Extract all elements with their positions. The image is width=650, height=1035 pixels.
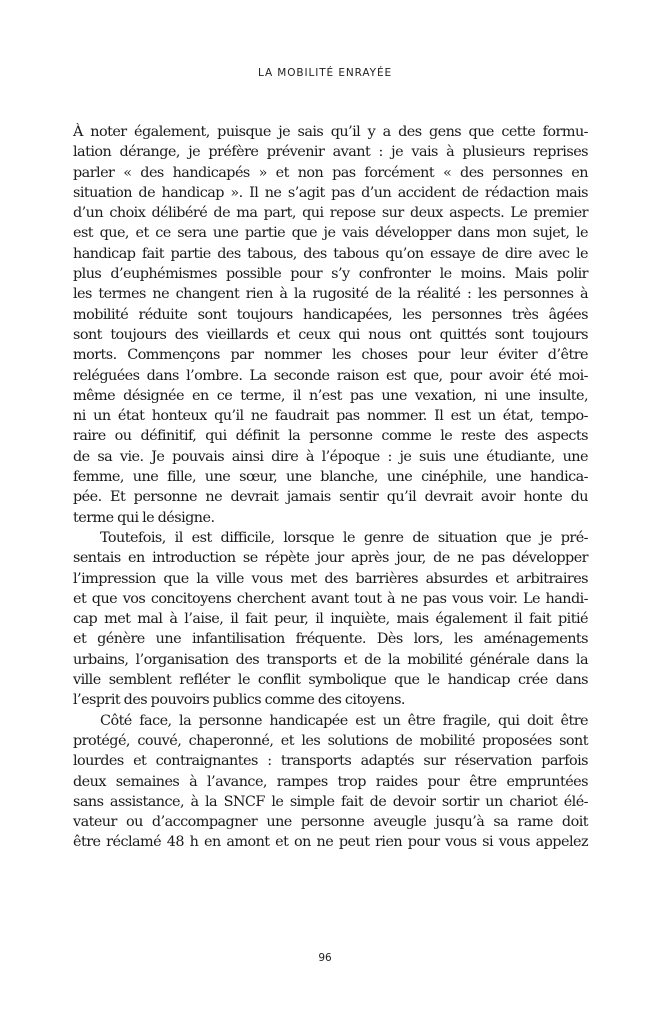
text-line: handicap fait partie des tabous, des tabous qu’on essaye de dire avec le	[73, 245, 588, 262]
text-line: ni un état honteux qu’il ne faudrait pas nommer. Il est un état, tempo-	[73, 408, 588, 425]
text-line: cap met mal à l’aise, il fait peur, il inquiète, mais également il fait pitié	[73, 611, 588, 628]
text-line: sont toujours des vieillards et ceux qui nous ont quittés sont toujours	[73, 326, 588, 343]
text-line: de sa vie. Je pouvais ainsi dire à l’époque : je suis une étudiante, une	[73, 448, 588, 465]
text-line: plus d’euphémismes possible pour s’y confronter le moins. Mais polir	[73, 266, 588, 283]
text-line: Toutefois, il est difficile, lorsque le genre de situation que je pré-	[100, 529, 588, 546]
text-line: deux semaines à l’avance, rampes trop raides pour être empruntées	[73, 773, 588, 790]
text-line: les termes ne changent rien à la rugosité de la réalité : les personnes à	[73, 286, 588, 303]
text-line: l’esprit des pouvoirs publics comme des citoyens.	[73, 692, 405, 709]
body-text	[73, 122, 588, 853]
paragraph	[73, 528, 588, 711]
text-line: reléguées dans l’ombre. La seconde raison est que, pour avoir été moi-	[73, 367, 588, 384]
text-line: vateur ou d’accompagner une personne aveugle jusqu’à sa rame doit	[73, 814, 588, 831]
text-line: d’un choix délibéré de ma part, qui repose sur deux aspects. Le premier	[73, 205, 588, 222]
text-line: est que, et ce sera une partie que je vais développer dans mon sujet, le	[73, 225, 588, 242]
text-line: et génère une infantilisation fréquente. Dès lors, les aménagements	[73, 631, 588, 648]
text-line: même désignée en ce terme, il n’est pas une vexation, ni une insulte,	[73, 387, 588, 404]
text-line: situation de handicap ». Il ne s’agit pas d’un accident de rédaction mais	[73, 184, 588, 201]
text-line: lourdes et contraignantes : transports adaptés sur réservation parfois	[73, 753, 588, 770]
text-line: mobilité réduite sont toujours handicapées, les personnes très âgées	[73, 306, 588, 323]
text-line: ville semblent refléter le conflit symbolique que le handicap crée dans	[73, 672, 588, 689]
text-line: lation dérange, je préfère prévenir avant : je vais à plusieurs reprises	[73, 144, 588, 161]
text-line: protégé, couvé, chaperonné, et les solutions de mobilité proposées sont	[73, 732, 588, 749]
text-line: Côté face, la personne handicapée est un être fragile, qui doit être	[100, 712, 588, 729]
paragraph	[73, 711, 588, 853]
text-line: terme qui le désigne.	[73, 509, 215, 526]
text-line: et que vos concitoyens cherchent avant tout à ne pas vous voir. Le handi-	[73, 590, 588, 607]
text-line: parler « des handicapés » et non pas forcément « des personnes en	[73, 164, 588, 181]
text-line: femme, une fille, une sœur, une blanche, une cinéphile, une handica-	[73, 469, 588, 486]
paragraph	[73, 122, 588, 528]
text-line: À noter également, puisque je sais qu’il y a des gens que cette formu-	[73, 124, 588, 140]
running-head: LA MOBILITÉ ENRAYÉE	[257, 67, 393, 79]
text-line: urbains, l’organisation des transports et de la mobilité générale dans la	[73, 651, 588, 668]
text-line: être réclamé 48 h en amont et on ne peut rien pour vous si vous appelez	[73, 834, 588, 851]
text-line: sentais en introduction se répète jour après jour, de ne pas développer	[73, 550, 588, 567]
text-line: pée. Et personne ne devrait jamais sentir qu’il devrait avoir honte du	[73, 489, 588, 506]
text-line: raire ou définitif, qui définit la personne comme le reste des aspects	[73, 428, 588, 445]
page-number: 96	[318, 952, 332, 964]
text-line: l’impression que la ville vous met des barrières absurdes et arbitraires	[73, 570, 588, 587]
text-line: morts. Commençons par nommer les choses pour leur éviter d’être	[73, 347, 588, 364]
text-line: sans assistance, à la SNCF le simple fait de devoir sortir un chariot élé-	[73, 793, 588, 810]
